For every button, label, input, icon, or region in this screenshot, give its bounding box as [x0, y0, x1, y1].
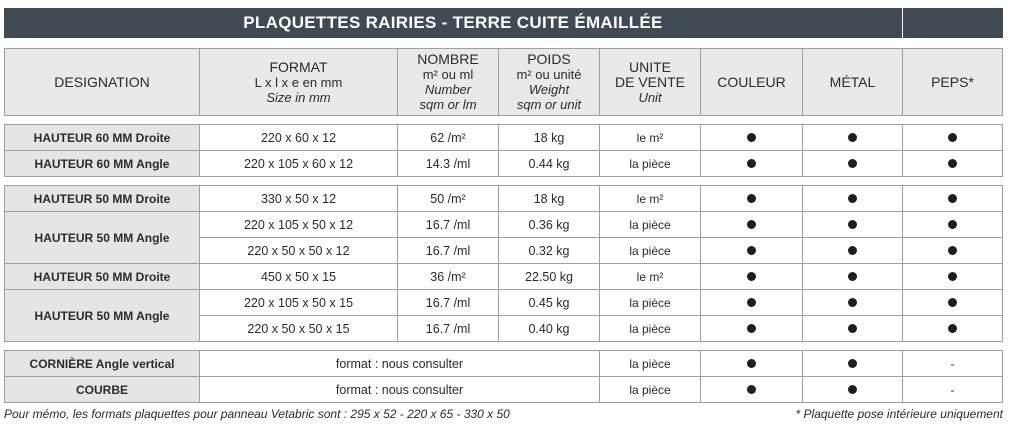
row5-nombre: 16.7 /ml [397, 237, 499, 264]
row1-peps [902, 124, 1003, 151]
filled-dot-icon [747, 359, 756, 368]
filled-dot-icon [948, 324, 957, 333]
row6-format: 450 x 50 x 15 [199, 263, 398, 290]
row3-peps [902, 185, 1003, 212]
row4-couleur [700, 211, 803, 238]
header-designation [4, 48, 200, 116]
filled-dot-icon [848, 385, 857, 394]
row8-unite: la pièce [599, 315, 701, 342]
header-nombre-sub: m² ou ml [422, 67, 474, 82]
row5-format: 220 x 50 x 50 x 12 [199, 237, 398, 264]
header-peps [902, 48, 1003, 116]
row7-designation: HAUTEUR 50 MM Angle [4, 289, 200, 342]
header-format-title: FORMAT [269, 58, 328, 75]
header-metal-label: MÉTAL [829, 73, 876, 90]
row10-unite: la pièce [599, 376, 701, 403]
header-poids-sub: m² ou unité [516, 67, 582, 82]
header-poids-title: POIDS [527, 51, 571, 67]
row10-format: format : nous consulter [199, 376, 600, 403]
row1-poids: 18 kg [498, 124, 600, 151]
row6-poids: 22.50 kg [498, 263, 600, 290]
row1-unite: le m² [599, 124, 701, 151]
row7-poids: 0.45 kg [498, 289, 600, 316]
filled-dot-icon [948, 133, 957, 142]
row2-poids: 0.44 kg [498, 150, 600, 177]
filled-dot-icon [948, 272, 957, 281]
row1-metal [802, 124, 903, 151]
row7-metal [802, 289, 903, 316]
filled-dot-icon [747, 385, 756, 394]
row6-designation: HAUTEUR 50 MM Droite [4, 263, 200, 290]
filled-dot-icon [848, 159, 857, 168]
row6-unite: le m² [599, 263, 701, 290]
row8-nombre: 16.7 /ml [397, 315, 499, 342]
row10-couleur [700, 376, 803, 403]
filled-dot-icon [747, 298, 756, 307]
filled-dot-icon [747, 246, 756, 255]
filled-dot-icon [948, 220, 957, 229]
row1-designation: HAUTEUR 60 MM Droite [4, 124, 200, 151]
row6-couleur [700, 263, 803, 290]
row3-designation: HAUTEUR 50 MM Droite [4, 185, 200, 212]
header-nombre-title: NOMBRE [417, 51, 479, 67]
footnote-peps: * Plaquette pose intérieure uniquement [795, 407, 1003, 421]
row1-nombre: 62 /m² [397, 124, 499, 151]
header-nombre-en2: sqm or lm [419, 97, 477, 112]
row3-couleur [700, 185, 803, 212]
row4-poids: 0.36 kg [498, 211, 600, 238]
header-format [199, 48, 398, 116]
row9-couleur [700, 350, 803, 377]
header-couleur-label: COULEUR [717, 73, 786, 90]
filled-dot-icon [848, 298, 857, 307]
filled-dot-icon [948, 298, 957, 307]
row10-designation: COURBE [4, 376, 200, 403]
row5-poids: 0.32 kg [498, 237, 600, 264]
title-bar-extension [903, 8, 1003, 38]
header-unite-title: UNITE [629, 58, 671, 75]
header-poids-en: Weight [528, 82, 570, 97]
row3-unite: le m² [599, 185, 701, 212]
row8-poids: 0.40 kg [498, 315, 600, 342]
row5-unite: la pièce [599, 237, 701, 264]
header-peps-label: PEPS* [931, 73, 974, 90]
header-poids-en2: sqm or unit [516, 97, 582, 112]
row4-metal [802, 211, 903, 238]
filled-dot-icon [848, 220, 857, 229]
row7-format: 220 x 105 x 50 x 15 [199, 289, 398, 316]
row9-metal [802, 350, 903, 377]
row4-nombre: 16.7 /ml [397, 211, 499, 238]
row5-peps [902, 237, 1003, 264]
row7-couleur [700, 289, 803, 316]
row5-couleur [700, 237, 803, 264]
filled-dot-icon [848, 324, 857, 333]
header-couleur [700, 48, 803, 116]
header-nombre-en: Number [424, 82, 472, 97]
header-format-en: Size in mm [266, 89, 331, 105]
row4-format: 220 x 105 x 50 x 12 [199, 211, 398, 238]
filled-dot-icon [948, 246, 957, 255]
row7-nombre: 16.7 /ml [397, 289, 499, 316]
filled-dot-icon [747, 220, 756, 229]
row2-metal [802, 150, 903, 177]
row5-metal [802, 237, 903, 264]
filled-dot-icon [848, 133, 857, 142]
filled-dot-icon [848, 246, 857, 255]
row3-format: 330 x 50 x 12 [199, 185, 398, 212]
row7-peps [902, 289, 1003, 316]
row8-peps [902, 315, 1003, 342]
footnote-formats: Pour mémo, les formats plaquettes pour panneau Vetabric sont : 295 x 52 - 220 x 65 - 330 x 50 [4, 407, 510, 421]
filled-dot-icon [747, 324, 756, 333]
row2-format: 220 x 105 x 60 x 12 [199, 150, 398, 177]
row2-unite: la pièce [599, 150, 701, 177]
row4-unite: la pièce [599, 211, 701, 238]
row6-peps [902, 263, 1003, 290]
header-unite [599, 48, 701, 116]
row1-format: 220 x 60 x 12 [199, 124, 398, 151]
row9-designation: CORNIÈRE Angle vertical [4, 350, 200, 377]
row1-couleur [700, 124, 803, 151]
row6-nombre: 36 /m² [397, 263, 499, 290]
row7-unite: la pièce [599, 289, 701, 316]
row2-nombre: 14.3 /ml [397, 150, 499, 177]
row2-couleur [700, 150, 803, 177]
row8-format: 220 x 50 x 50 x 15 [199, 315, 398, 342]
row3-nombre: 50 /m² [397, 185, 499, 212]
row4-designation: HAUTEUR 50 MM Angle [4, 211, 200, 264]
row10-peps: - [902, 376, 1003, 403]
filled-dot-icon [747, 159, 756, 168]
row9-unite: la pièce [599, 350, 701, 377]
filled-dot-icon [848, 272, 857, 281]
table-title: PLAQUETTES RAIRIES - TERRE CUITE ÉMAILLÉE [4, 8, 902, 38]
row8-metal [802, 315, 903, 342]
header-unite-title2: DE VENTE [614, 73, 685, 90]
filled-dot-icon [848, 359, 857, 368]
header-metal [802, 48, 903, 116]
header-poids [498, 48, 600, 116]
filled-dot-icon [848, 194, 857, 203]
header-nombre [397, 48, 499, 116]
row10-metal [802, 376, 903, 403]
header-format-sub: L x l x e en mm [254, 74, 343, 90]
filled-dot-icon [948, 159, 957, 168]
filled-dot-icon [747, 272, 756, 281]
row3-poids: 18 kg [498, 185, 600, 212]
row4-peps [902, 211, 1003, 238]
filled-dot-icon [948, 194, 957, 203]
row9-peps: - [902, 350, 1003, 377]
row9-format: format : nous consulter [199, 350, 600, 377]
row2-peps [902, 150, 1003, 177]
row6-metal [802, 263, 903, 290]
filled-dot-icon [747, 194, 756, 203]
row2-designation: HAUTEUR 60 MM Angle [4, 150, 200, 177]
row3-metal [802, 185, 903, 212]
header-designation-label: DESIGNATION [54, 73, 150, 90]
filled-dot-icon [747, 133, 756, 142]
header-unite-en: Unit [638, 89, 662, 105]
row8-couleur [700, 315, 803, 342]
